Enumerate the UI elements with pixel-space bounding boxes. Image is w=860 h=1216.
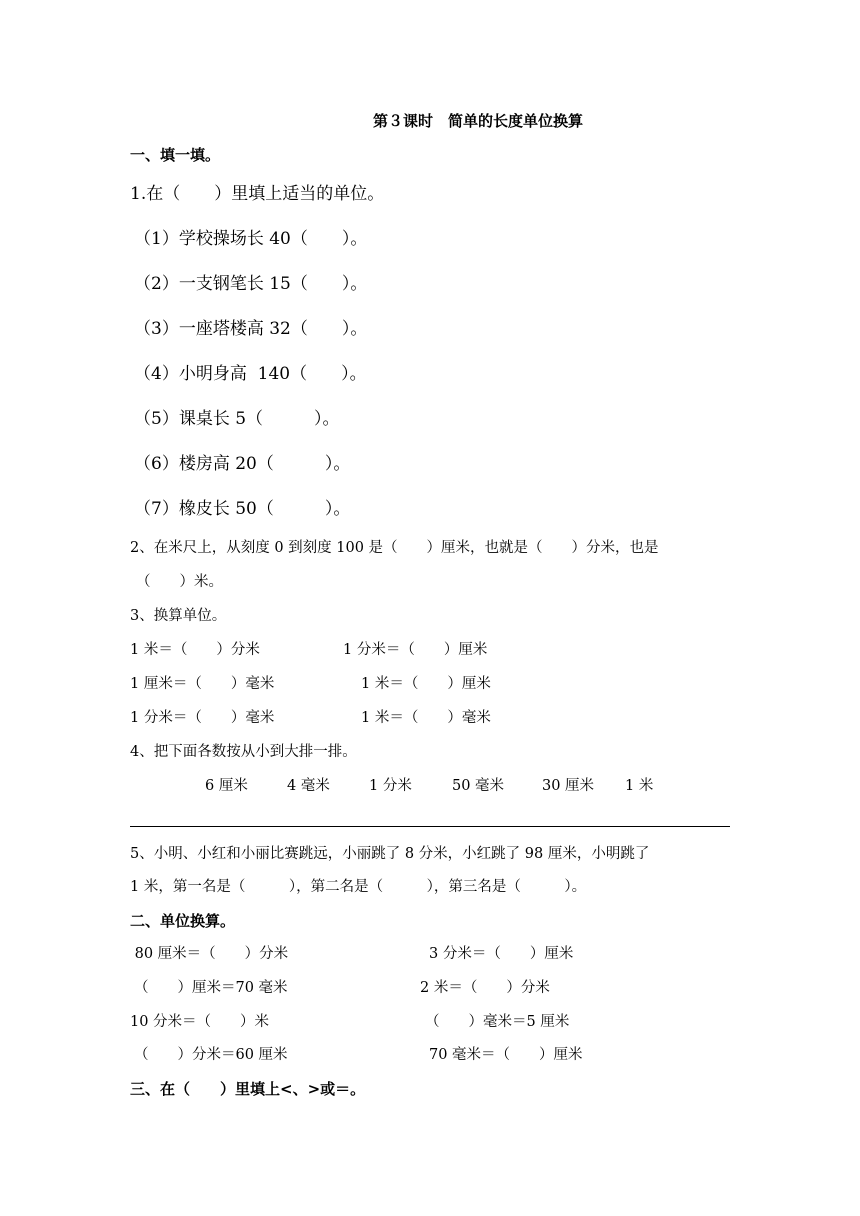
q4-value: 50 毫米: [452, 778, 505, 794]
conversion-right: （ ）毫米＝5 厘米: [425, 1014, 570, 1030]
q4-value: 30 厘米: [542, 778, 595, 794]
q1-item: （7）橡皮长 50（ ）。: [134, 499, 351, 519]
conversion-left: （ ）厘米＝70 毫米: [134, 980, 288, 996]
q1-item: （1）学校操场长 40（ ）。: [134, 229, 368, 249]
section-1-heading: 一、填一填。: [130, 146, 221, 164]
page-title: 第３课时 简单的长度单位换算: [373, 112, 584, 130]
q3-left: 1 厘米＝（ ）毫米: [130, 676, 275, 692]
q3-right: 1 米＝（ ）厘米: [361, 676, 491, 692]
q3-right: 1 分米＝（ ）厘米: [343, 642, 488, 658]
q2-line-1: 2、在米尺上，从刻度 0 到刻度 100 是（ ）厘米，也就是（ ）分米，也是: [130, 540, 659, 556]
conversion-right: 70 毫米＝（ ）厘米: [429, 1047, 583, 1063]
q5-line-2: 1 米，第一名是（ ），第二名是（ ），第三名是（ ）。: [130, 879, 587, 895]
q4-value: 1 分米: [369, 778, 412, 794]
conversion-left: 80 厘米＝（ ）分米: [130, 946, 289, 962]
q4-prompt: 4、把下面各数按从小到大排一排。: [130, 744, 357, 760]
q3-prompt: 3、换算单位。: [130, 608, 227, 624]
q1-item: （6）楼房高 20（ ）。: [134, 454, 351, 474]
section-2-heading: 二、单位换算。: [130, 912, 236, 930]
q4-value: 4 毫米: [287, 778, 330, 794]
answer-line: [130, 826, 730, 827]
q1-item: （2）一支钢笔长 15（ ）。: [134, 274, 368, 294]
q1-item: （3）一座塔楼高 32（ ）。: [134, 319, 368, 339]
conversion-left: （ ）分米＝60 厘米: [134, 1047, 288, 1063]
conversion-right: 2 米＝（ ）分米: [420, 980, 550, 996]
q4-value: 6 厘米: [205, 778, 248, 794]
q5-line-1: 5、小明、小红和小丽比赛跳远，小丽跳了 8 分米，小红跳了 98 厘米，小明跳了: [130, 846, 650, 862]
conversion-right: 3 分米＝（ ）厘米: [429, 946, 574, 962]
q4-value: 1 米: [625, 778, 654, 794]
q1-prompt: 1.在（ ）里填上适当的单位。: [130, 184, 385, 204]
q1-item: （5）课桌长 5（ ）。: [134, 409, 340, 429]
q3-right: 1 米＝（ ）毫米: [361, 710, 491, 726]
q3-left: 1 米＝（ ）分米: [130, 642, 260, 658]
q1-item: （4）小明身高 140（ ）。: [134, 364, 367, 384]
section-3-heading: 三、在（ ）里填上<、>或＝。: [130, 1080, 366, 1098]
q2-line-2: （ ）米。: [136, 574, 223, 590]
q3-left: 1 分米＝（ ）毫米: [130, 710, 275, 726]
conversion-left: 10 分米＝（ ）米: [130, 1014, 270, 1030]
